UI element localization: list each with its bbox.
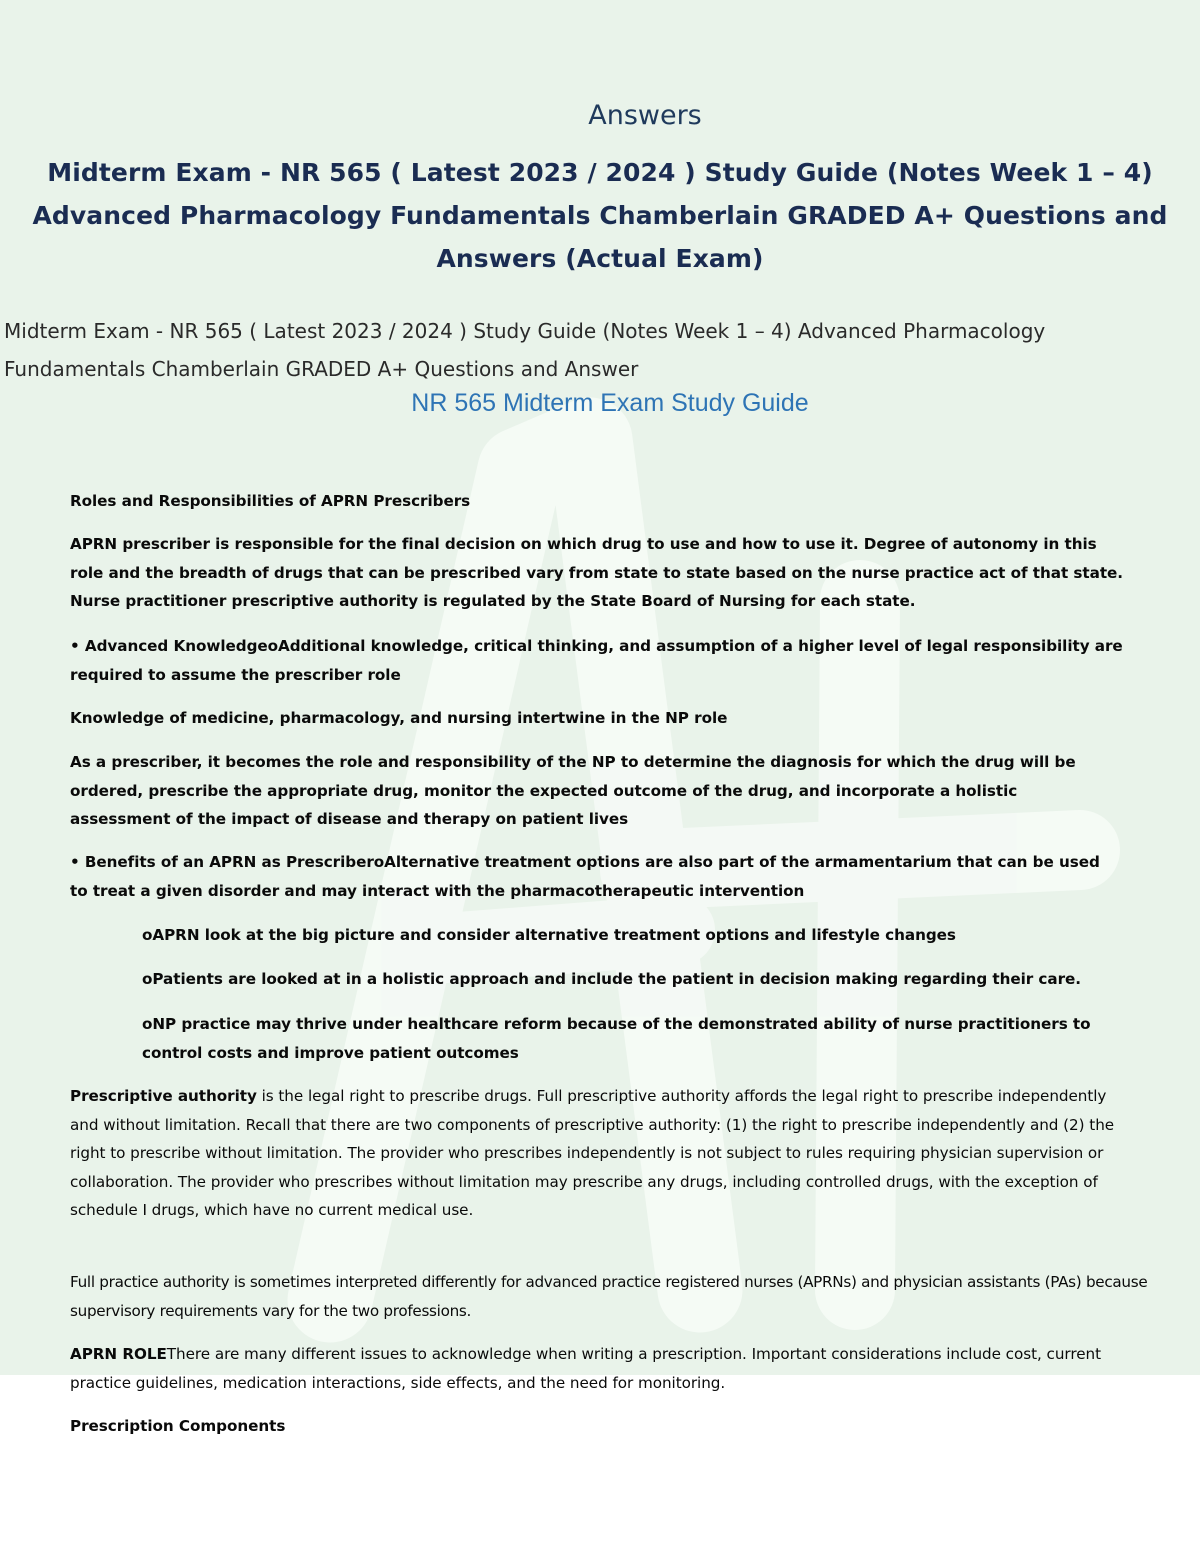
advanced-knowledge-bullet: • Advanced KnowledgeoAdditional knowledge, critical thinking, and assumption of a higher level of legal responsibility are required to assume the prescriber role — [70, 637, 1123, 684]
roles-heading: Roles and Responsibilities of APRN Prescribers — [70, 492, 471, 510]
aprn-role-paragraph — [70, 1340, 1140, 1397]
knowledge-intertwine-paragraph: Knowledge of medicine, pharmacology, and nursing intertwine in the NP role — [70, 709, 728, 727]
prescriptive-authority-body: is the legal right to prescribe drugs. Full prescriptive authority affords the legal right to prescribe independently and without limitation. Recall that there are two components of prescriptive authority: (1) the right to prescribe independently and (2) the right to prescribe without limitation. The provider who prescribes independently is not subject to rules requiring physician supervision or collaboration. The provider who prescribes without limitation may prescribe any drugs, including controlled drugs, with the exception of schedule I drugs, which have no current medical use. — [70, 1087, 1115, 1219]
sub-item-big-picture: oAPRN look at the big picture and consider alternative treatment options and lifestyle changes — [142, 926, 956, 944]
aprn-role-term: APRN ROLE — [70, 1345, 167, 1363]
document-title: Midterm Exam - NR 565 ( Latest 2023 / 2024 ) Study Guide (Notes Week 1 – 4) Advanced Pharmacology Fundamentals Chamberlain GRADED A+ Questions and Answers (Actual Exam) — [32, 158, 1168, 273]
sub-item-healthcare-reform: oNP practice may thrive under healthcare reform because of the demonstrated ability of nurse practitioners to control costs and improve patient outcomes — [142, 1015, 1091, 1062]
prescriptive-authority-term: Prescriptive authority — [70, 1087, 257, 1105]
benefits-bullet: • Benefits of an APRN as PrescriberoAlternative treatment options are also part of the armamentarium that can be used to treat a given disorder and may interact with the pharmacotherapeutic intervention — [70, 853, 1100, 900]
study-guide-heading: NR 565 Midterm Exam Study Guide — [411, 389, 809, 417]
sub-item-holistic: oPatients are looked at in a holistic approach and include the patient in decision making regarding their care. — [142, 970, 1081, 988]
aprn-role-body: There are many different issues to acknowledge when writing a prescription. Important considerations include cost, current practice guidelines, medication interactions, side effects, and the need for monitoring. — [70, 1345, 1101, 1392]
full-practice-paragraph: Full practice authority is sometimes interpreted differently for advanced practice registered nurses (APRNs) and physician assistants (PAs) because supervisory requirements vary for the two professions. — [70, 1273, 1148, 1320]
aprn-prescriber-paragraph: APRN prescriber is responsible for the final decision on which drug to use and how to use it. Degree of autonomy in this role and the breadth of drugs that can be prescribed vary from state to state based on the nurse practice act of that state. Nurse practitioner prescriptive authority is regulated by the State Board of Nursing for each state. — [70, 535, 1123, 610]
prescriptive-authority-paragraph — [70, 1082, 1135, 1225]
document-subtitle: Midterm Exam - NR 565 ( Latest 2023 / 2024 ) Study Guide (Notes Week 1 – 4) Advanced Pharmacology Fundamentals Chamberlain GRADED A+ Questions and Answer — [4, 319, 1046, 381]
answers-label: Answers — [588, 100, 702, 131]
prescription-components-heading: Prescription Components — [70, 1417, 286, 1435]
as-prescriber-paragraph: As a prescriber, it becomes the role and responsibility of the NP to determine the diagnosis for which the drug will be ordered, prescribe the appropriate drug, monitor the expected outcome of the drug, and incorporate a holistic assessment of the impact of disease and therapy on patient lives — [70, 753, 1076, 828]
